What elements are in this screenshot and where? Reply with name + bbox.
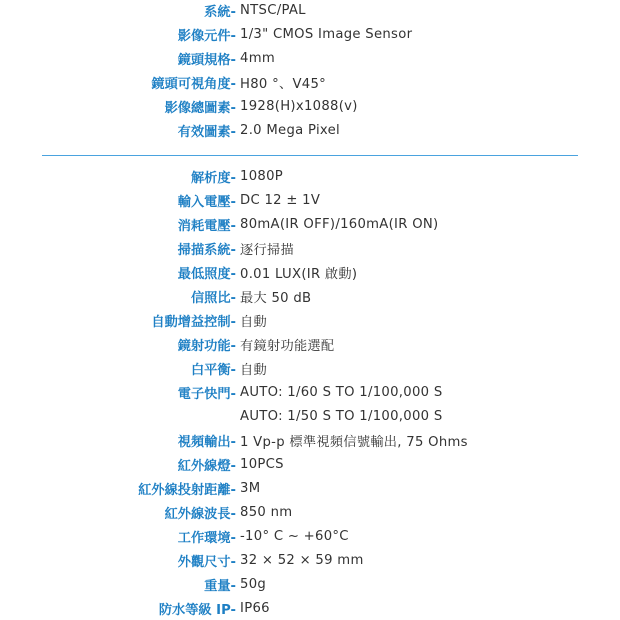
spec-label-text: 電子快門 xyxy=(177,386,231,402)
spec-row xyxy=(0,500,620,524)
spec-label-separator: - xyxy=(230,290,236,306)
spec-label-separator: - xyxy=(230,242,236,258)
spec-row xyxy=(0,188,620,212)
spec-row xyxy=(0,212,620,236)
spec-row xyxy=(0,548,620,572)
spec-label-text: 掃描系統 xyxy=(177,242,231,258)
spec-label-separator: - xyxy=(230,386,236,402)
spec-row xyxy=(0,164,620,188)
spec-label xyxy=(0,335,240,354)
spec-value: 80mA(IR OFF)/160mA(IR ON) xyxy=(240,216,439,232)
spec-label-text: 鏡頭可視角度 xyxy=(151,76,231,92)
spec-label xyxy=(0,287,240,306)
spec-row xyxy=(0,236,620,260)
spec-label-separator: - xyxy=(230,4,236,20)
spec-label xyxy=(0,383,240,402)
spec-label-separator: - xyxy=(230,266,236,282)
spec-label xyxy=(0,431,240,450)
spec-label-separator: - xyxy=(230,458,236,474)
spec-label-separator: - xyxy=(230,170,236,186)
spec-label-separator: - xyxy=(230,76,236,92)
spec-row xyxy=(0,356,620,380)
spec-label xyxy=(0,1,240,20)
spec-row xyxy=(0,380,620,404)
spec-label xyxy=(0,73,240,92)
spec-label-text: 紅外線燈 xyxy=(177,458,231,474)
spec-value: 10PCS xyxy=(240,456,284,472)
spec-value: H80 °、V45° xyxy=(240,76,327,92)
spec-row xyxy=(0,46,620,70)
spec-label-text: 自動增益控制 xyxy=(151,314,231,330)
spec-value: 850 nm xyxy=(240,504,293,520)
spec-value: 50g xyxy=(240,576,267,592)
spec-row xyxy=(0,428,620,452)
spec-value: 1928(H)x1088(v) xyxy=(240,98,358,114)
spec-label-separator: - xyxy=(230,602,236,618)
spec-value: -10° C ~ +60°C xyxy=(240,528,349,544)
spec-label xyxy=(0,455,240,474)
spec-label xyxy=(0,359,240,378)
spec-label-text: 最低照度 xyxy=(177,266,231,282)
spec-label-separator: - xyxy=(230,100,236,116)
spec-value: 1080P xyxy=(240,168,284,184)
spec-label-separator: - xyxy=(230,506,236,522)
spec-label xyxy=(0,49,240,68)
spec-label xyxy=(0,121,240,140)
spec-label-text: 紅外線投射距離 xyxy=(138,482,231,498)
spec-row xyxy=(0,332,620,356)
spec-label-separator: - xyxy=(230,434,236,450)
spec-label xyxy=(0,25,240,44)
spec-row xyxy=(0,476,620,500)
spec-value: 自動 xyxy=(240,314,267,330)
spec-value: 1 Vp-p 標準視頻信號輸出, 75 Ohms xyxy=(240,434,468,450)
spec-row xyxy=(0,0,620,22)
spec-label-separator: - xyxy=(230,194,236,210)
spec-row xyxy=(0,404,620,428)
spec-label-text: 重量 xyxy=(204,578,231,594)
spec-label-text: 鏡射功能 xyxy=(177,338,231,354)
spec-value: NTSC/PAL xyxy=(240,2,306,18)
section-divider xyxy=(42,155,578,156)
spec-list-group-1 xyxy=(0,0,620,142)
spec-row xyxy=(0,94,620,118)
spec-label-separator: - xyxy=(230,530,236,546)
spec-label xyxy=(0,215,240,234)
spec-label xyxy=(0,311,240,330)
spec-value: 自動 xyxy=(240,362,267,378)
spec-label-separator: - xyxy=(230,338,236,354)
spec-label-separator: - xyxy=(230,52,236,68)
spec-value: AUTO: 1/60 S TO 1/100,000 S xyxy=(240,384,443,400)
spec-label-separator: - xyxy=(230,28,236,44)
spec-label-text: 信照比 xyxy=(190,290,231,306)
spec-value: 3M xyxy=(240,480,261,496)
spec-label xyxy=(0,263,240,282)
spec-label xyxy=(0,551,240,570)
spec-label-text: 外觀尺寸 xyxy=(177,554,231,570)
spec-label-separator: - xyxy=(230,314,236,330)
spec-label-text: 紅外線波長 xyxy=(164,506,231,522)
spec-label-separator: - xyxy=(230,124,236,140)
spec-label-separator: - xyxy=(230,218,236,234)
spec-label-text: 工作環境 xyxy=(177,530,231,546)
spec-value: 0.01 LUX(IR 啟動) xyxy=(240,266,358,282)
spec-value: 32 × 52 × 59 mm xyxy=(240,552,364,568)
spec-label xyxy=(0,191,240,210)
spec-label-text: 影像元件 xyxy=(177,28,231,44)
spec-row xyxy=(0,596,620,620)
spec-label-separator: - xyxy=(230,362,236,378)
spec-value: AUTO: 1/50 S TO 1/100,000 S xyxy=(240,408,443,424)
spec-label xyxy=(0,97,240,116)
spec-label-text: 鏡頭規格 xyxy=(177,52,231,68)
spec-row xyxy=(0,524,620,548)
spec-label xyxy=(0,575,240,594)
spec-label-separator: - xyxy=(230,482,236,498)
spec-label-separator: - xyxy=(230,554,236,570)
spec-value: DC 12 ± 1V xyxy=(240,192,321,208)
spec-value: 有鏡射功能選配 xyxy=(240,338,335,354)
spec-value: 1/3" CMOS Image Sensor xyxy=(240,26,413,42)
spec-row xyxy=(0,22,620,46)
spec-value: 最大 50 dB xyxy=(240,290,312,306)
spec-value: 4mm xyxy=(240,50,275,66)
spec-label xyxy=(0,167,240,186)
spec-label-text: 視頻輸出 xyxy=(177,434,231,450)
spec-list-group-2 xyxy=(0,164,620,620)
spec-label-text: 有效圖素 xyxy=(177,124,231,140)
spec-label-separator: - xyxy=(230,578,236,594)
spec-label-text: 系統 xyxy=(204,4,231,20)
spec-row xyxy=(0,260,620,284)
spec-row xyxy=(0,308,620,332)
spec-label xyxy=(0,503,240,522)
spec-row xyxy=(0,284,620,308)
spec-value: 逐行掃描 xyxy=(240,242,294,258)
spec-label xyxy=(0,527,240,546)
spec-label-text: 解析度 xyxy=(190,170,231,186)
spec-label-text: 影像總圖素 xyxy=(164,100,231,116)
spec-label-text: 白平衡 xyxy=(190,362,231,378)
spec-label-text: 消耗電壓 xyxy=(177,218,231,234)
spec-value: 2.0 Mega Pixel xyxy=(240,122,341,138)
spec-label xyxy=(0,479,240,498)
spec-label-text: 防水等級 IP xyxy=(158,602,231,618)
spec-row xyxy=(0,70,620,94)
spec-row xyxy=(0,118,620,142)
spec-row xyxy=(0,572,620,596)
spec-label-text: 輸入電壓 xyxy=(177,194,231,210)
spec-row xyxy=(0,452,620,476)
spec-label xyxy=(0,239,240,258)
spec-label xyxy=(0,599,240,618)
spec-value: IP66 xyxy=(240,600,270,616)
